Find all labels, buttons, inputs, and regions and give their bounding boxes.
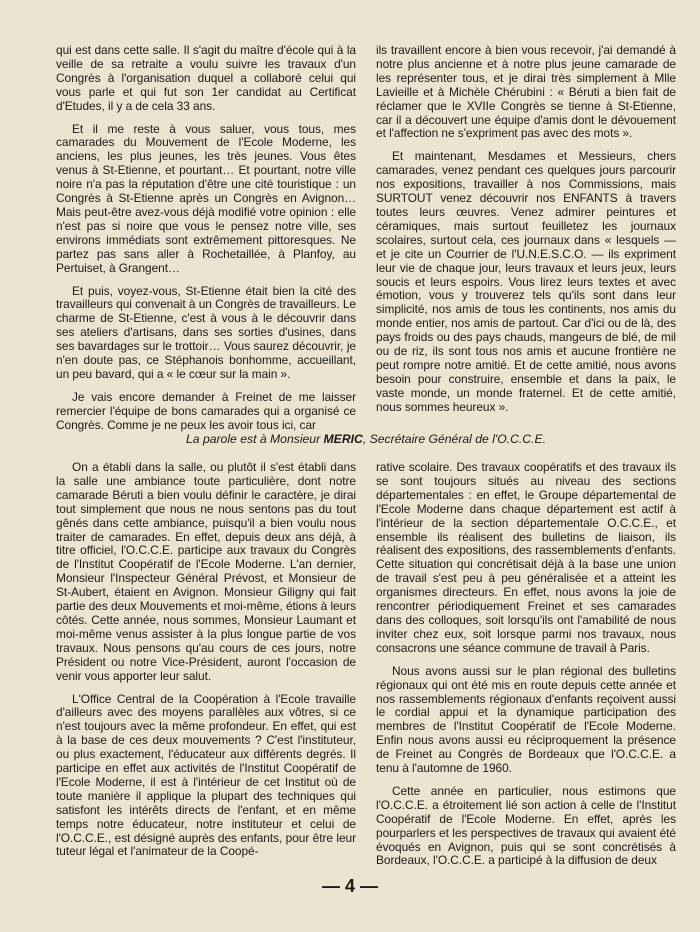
paragraph: Je vais encore demander à Freinet de me laisser remercier l'équipe de bons camarades qui a organisé ce Congrès. Comme je ne peux les avoir tous ici, car [56, 389, 356, 432]
top-section [56, 44, 676, 442]
heading-name: MERIC [323, 432, 363, 446]
bottom-section [56, 461, 676, 877]
top-right-column [376, 44, 676, 442]
paragraph: qui est dans cette salle. Il s'agit du maître d'école qui à la veille de sa retraite a voulu suivre les travaux d'un Congrès à l'organisation duquel a collaboré celui qui vous parle et qui fut son 1er candidat au Certificat d'Etudes, il y a de cela 33 ans. [56, 43, 356, 113]
paragraph: Cette année en particulier, nous estimons que l'O.C.C.E. a étroitement lié son action à celle de l'Institut Coopératif de l'Ecole Moderne. En effet, après les pourparlers et les perspectives de travaux qui avaient été évoqués en Avignon, puis qui se sont concrétisés à Bordeaux, l'O.C.C.E. a participé à la diffusion de deux [376, 783, 676, 868]
paragraph: Et puis, voyez-vous, St-Etienne était bien la cité des travailleurs qui convenait à un Congrès de travailleurs. Le charme de St-Etienne, c'est à vous à le découvrir dans ses ateliers d'artisans, dans ses sorties d'usines, dans ses bavardages sur le trottoir… Vous saurez découvrir, je n'en doute pas, ce Stéphanois bonhomme, accueillant, un peu bavard, qui a « le cœur sur la main ». [56, 283, 356, 381]
paragraph: Et il me reste à vous saluer, vous tous, mes camarades du Mouvement de l'Ecole Moderne, les anciens, les plus jeunes, les très jeunes. Vous êtes venus à St-Etienne, et pourtant… Et pourtant, notre ville noire n'a pas la réputation d'être une cité touristique : un Congrès à St-Etienne après un Congrès en Avignon… Mais peut-être avez-vous déjà modifié votre opinion : elle n'est pas si noire que vous le pensez notre ville, ses environs immédiats sont extrêmement pittoresques. Ne partez pas sans aller à Rochetaillée, à Planfoy, au Pertuiset, à Grangent… [56, 121, 356, 275]
paragraph: L'Office Central de la Coopération à l'Ecole travaille d'ailleurs avec des moyens parallèles aux vôtres, si ce n'est toujours avec la même profondeur. En effet, qui est à la base de ces deux mouvements ? C'est l'instituteur, ou plus exactement, l'éducateur aux différents degrés. Il participe en effet aux activités de l'Institut Coopératif de l'Ecole Moderne, il est à l'intérieur de cet Institut où de toute manière il applique la plupart des techniques qui satisfont les intérêts directs de l'enfant, et en même temps notre éducateur, notre instituteur et celui de l'O.C.C.E., est désigné auprès des enfants, pour être leur tuteur légal et l'animateur de la Coopé- [56, 691, 356, 859]
paragraph: Nous avons aussi sur le plan régional des bulletins régionaux qui ont été mis en route depuis cette année et nos rassemblements régionaux d'enfants reçoivent aussi le cordial appui et la dynamique participation des membres de l'Institut Coopératif de l'Ecole Moderne. Enfin nous avons aussi eu réciproquement la présence de Freinet au Congrès de Bordeaux que l'O.C.C.E. a tenu à l'automne de 1960. [376, 663, 676, 776]
paragraph: ils travaillent encore à bien vous recevoir, j'ai demandé à notre plus ancienne et à notre plus jeune camarade de les représenter tous, et je dirai très simplement à Mlle Lavieille et à Michèle Chérubini : « Béruti a bien fait de réclamer que le XVIIe Congrès se tienne à St-Etienne, car il a découvert une équipe d'amis dont le dévouement et l'affection ne s'expriment pas avec des mots ». [376, 43, 676, 141]
heading-suffix: , Secrétaire Général de l'O.C.C.E. [362, 432, 546, 446]
top-left-column [56, 44, 356, 442]
paragraph: On a établi dans la salle, ou plutôt il s'est établi dans la salle une ambiance toute particulière, dont notre camarade Béruti a bien voulu définir le caractère, je dirai tout simplement que nous ne nous sentons pas du tout gênés dans cette ambiance, puisqu'il a bien voulu nous traiter de camarades. En effet, depuis deux ans déjà, à titre officiel, l'O.C.C.E. participe aux travaux du Congrès de l'Institut Coopératif de l'Ecole Moderne. L'an dernier, Monsieur l'Inspecteur Général Prévost, et Monsieur de St-Aubert, étaient en Avignon. Monsieur Giligny qui fait partie des deux Mouvements et moi-même, étions à leurs côtés. Cette année, nous sommes, Monsieur Laumant et moi-même venus assister à la plus longue partie de vos travaux. Nous pensons qu'au cours de ces jours, notre Président ou notre Vice-Président, auront l'occasion de venir vous apporter leur salut. [56, 460, 356, 683]
bottom-left-column [56, 461, 356, 877]
heading-prefix: La parole est à Monsieur [186, 432, 324, 446]
page-number: — 4 — [321, 876, 378, 896]
section-heading [56, 432, 676, 446]
paragraph: Et maintenant, Mesdames et Messieurs, chers camarades, venez pendant ces quelques jours parcourir nos expositions, travailler à nos Commissions, mais SURTOUT venez découvrir nos ENFANTS à travers toutes leurs œuvres. Venez admirer peintures et céramiques, mais surtout feuilletez les journaux scolaires, surtout cela, ces journaux dans « lesquels — et je cite un Courrier de l'U.N.E.S.C.O. — ils expriment leur vie de chaque jour, leurs travaux et leurs jeux, leurs soucis et leurs espoirs. Vous lirez leurs textes et avec émotion, vous y trouverez tels qu'ils sont dans leur simplicité, nos amis de tous les continents, nos amis du monde entier, nos amis de partout. Car d'ici ou de là, des pays froids ou des pays chauds, mangeurs de blé, de mil ou de riz, ils sont tous nos amis et aucune frontière ne peut rompre notre amitié. Et de cette amitié, nous avons besoin pour construire, ensemble et dans la paix, le vaste monde, un monde fraternel. Et de cette amitié, nous sommes heureux ». [376, 149, 676, 414]
paragraph: rative scolaire. Des travaux coopératifs et des travaux ils se sont toujours situés au niveau des sections départementales : en effet, le Groupe départemental de l'Ecole Moderne dans chaque département est actif à l'intérieur de la section départementale O.C.C.E., et ensemble ils réalisent des bulletins de liaison, ils réalisent des expositions, des rassemblements d'enfants. Cette situation qui concrétisait déjà à la base une union de travail s'est peu à peu généralisée et a atteint les organismes directeurs. En effet, nous avons la joie de rencontrer périodiquement Freinet et ses camarades dans des colloques, soit lorsqu'ils ont l'amabilité de nous inviter chez eux, soit lorsque parmi nos travaux, nous consacrons une séance commune de travail à Paris. [376, 460, 676, 655]
bottom-right-column [376, 461, 676, 877]
